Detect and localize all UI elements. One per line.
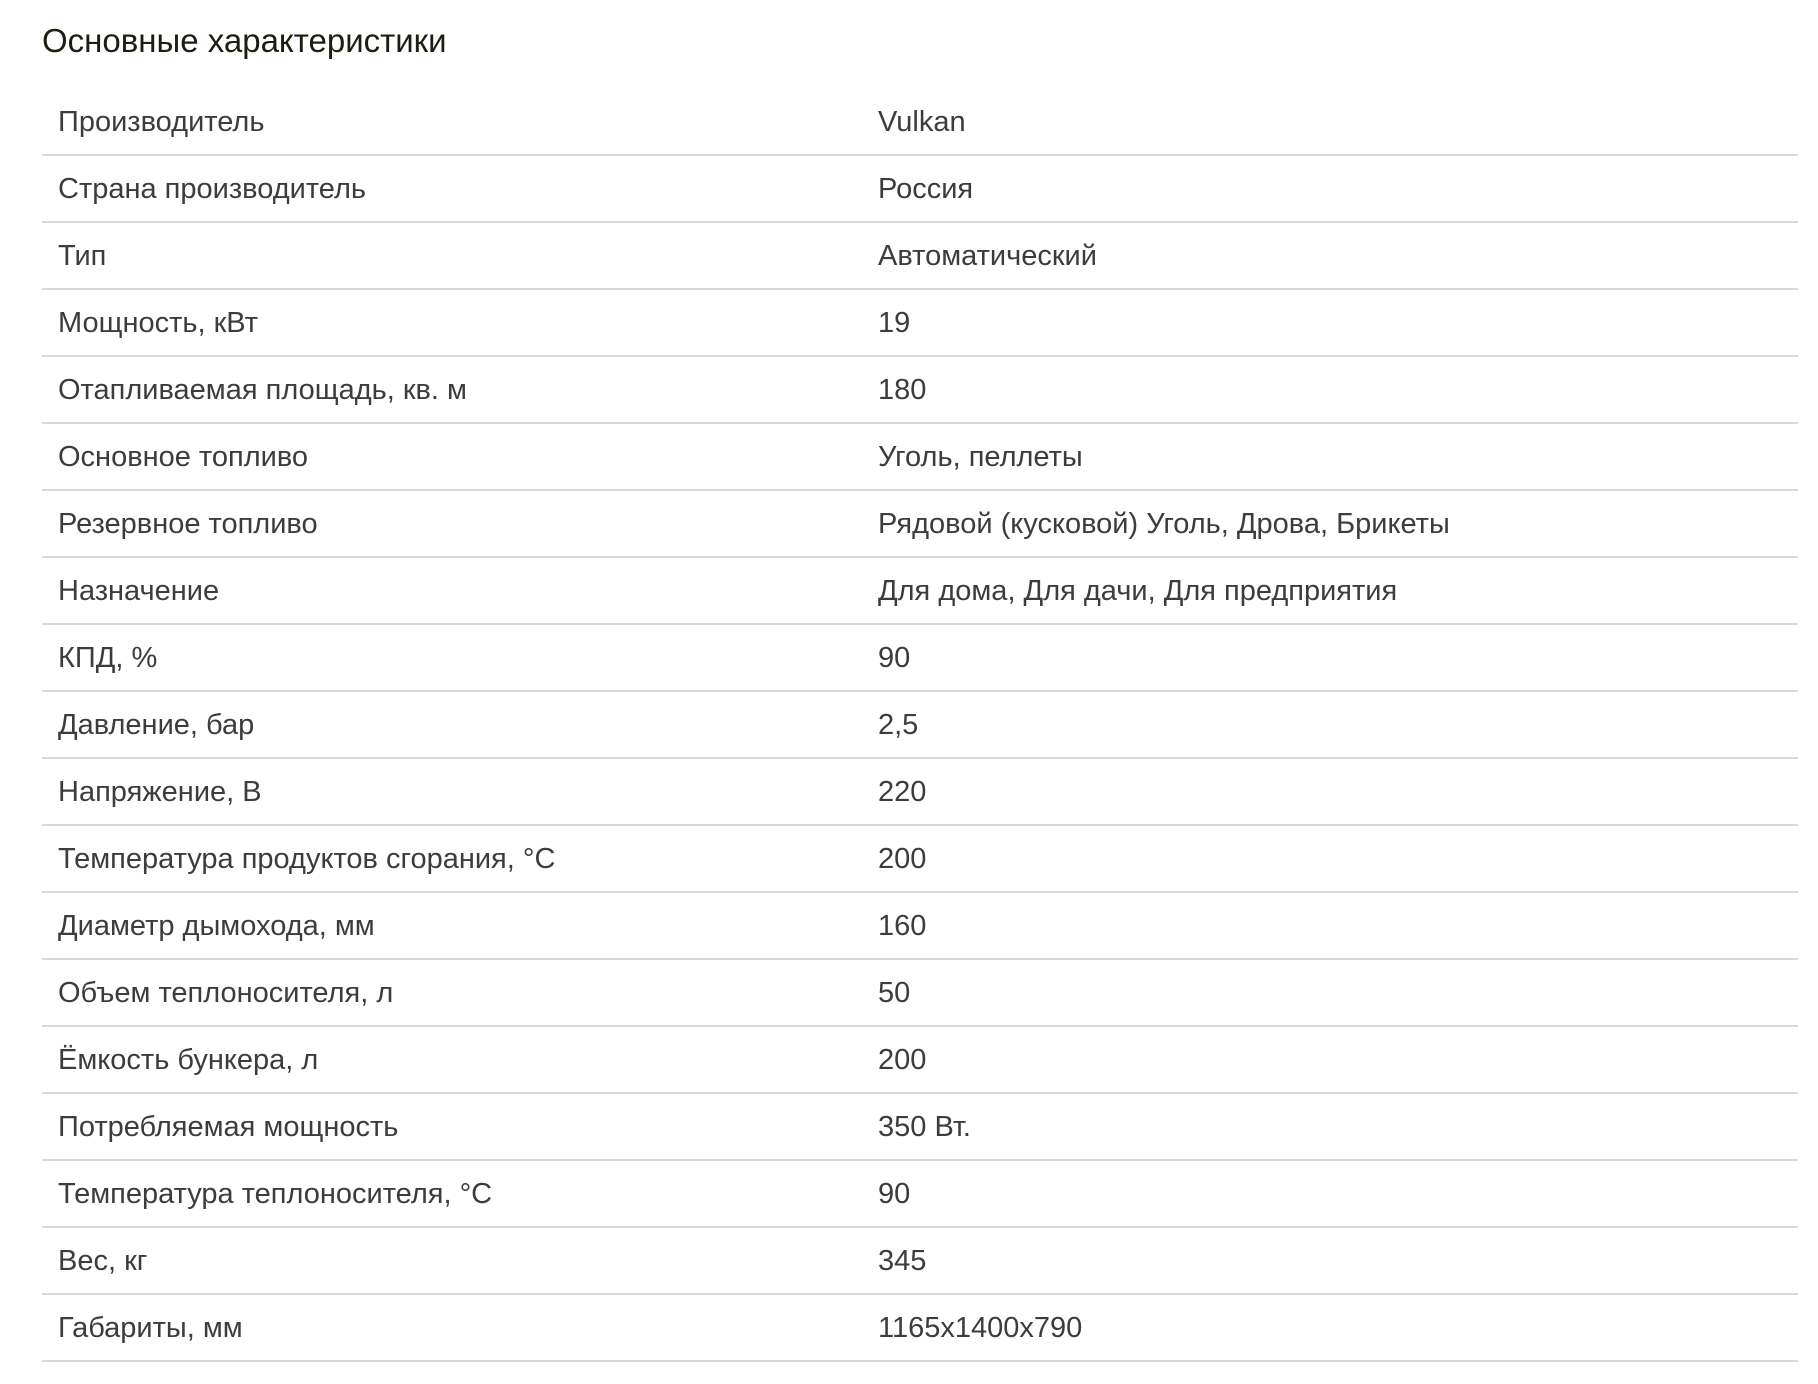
spec-name: Температура продуктов сгорания, °С [42,825,860,892]
spec-name: Резервное топливо [42,490,860,557]
spec-row [42,557,1798,624]
spec-row [42,624,1798,691]
spec-row [42,1026,1798,1093]
spec-name: Вес, кг [42,1227,860,1294]
spec-name: Ёмкость бункера, л [42,1026,860,1093]
spec-name: Страна производитель [42,155,860,222]
spec-row [42,423,1798,490]
spec-value: 220 [860,758,1798,825]
spec-value: Уголь, пеллеты [860,423,1798,490]
spec-name: Отапливаемая площадь, кв. м [42,356,860,423]
spec-name: КПД, % [42,624,860,691]
specifications-table-body [42,89,1798,1361]
spec-value: 50 [860,959,1798,1026]
spec-row [42,89,1798,155]
spec-value: 90 [860,624,1798,691]
specifications-table [42,89,1798,1362]
spec-name: Давление, бар [42,691,860,758]
spec-row [42,1160,1798,1227]
spec-value: 180 [860,356,1798,423]
spec-value: 1165x1400x790 [860,1294,1798,1361]
spec-row [42,1294,1798,1361]
section-title: Основные характеристики [42,22,447,59]
spec-value: 200 [860,825,1798,892]
spec-value: Для дома, Для дачи, Для предприятия [860,557,1798,624]
spec-row [42,289,1798,356]
spec-row [42,1093,1798,1160]
spec-row [42,691,1798,758]
spec-value: 350 Вт. [860,1093,1798,1160]
spec-row [42,155,1798,222]
spec-value: 2,5 [860,691,1798,758]
spec-value: Рядовой (кусковой) Уголь, Дрова, Брикеты [860,490,1798,557]
spec-value: Автоматический [860,222,1798,289]
spec-name: Объем теплоносителя, л [42,959,860,1026]
spec-name: Габариты, мм [42,1294,860,1361]
spec-row [42,825,1798,892]
spec-name: Мощность, кВт [42,289,860,356]
spec-row [42,490,1798,557]
spec-name: Диаметр дымохода, мм [42,892,860,959]
spec-value: 19 [860,289,1798,356]
spec-name: Основное топливо [42,423,860,490]
spec-row [42,356,1798,423]
spec-value: Россия [860,155,1798,222]
spec-name: Напряжение, В [42,758,860,825]
specifications-section [42,18,1798,1362]
spec-row [42,892,1798,959]
spec-value: 345 [860,1227,1798,1294]
spec-value: 90 [860,1160,1798,1227]
spec-row [42,222,1798,289]
spec-row [42,1227,1798,1294]
spec-row [42,959,1798,1026]
spec-row [42,758,1798,825]
spec-value: Vulkan [860,89,1798,155]
spec-name: Тип [42,222,860,289]
spec-value: 200 [860,1026,1798,1093]
spec-name: Потребляемая мощность [42,1093,860,1160]
spec-name: Температура теплоносителя, °С [42,1160,860,1227]
spec-name: Назначение [42,557,860,624]
spec-value: 160 [860,892,1798,959]
spec-name: Производитель [42,89,860,155]
